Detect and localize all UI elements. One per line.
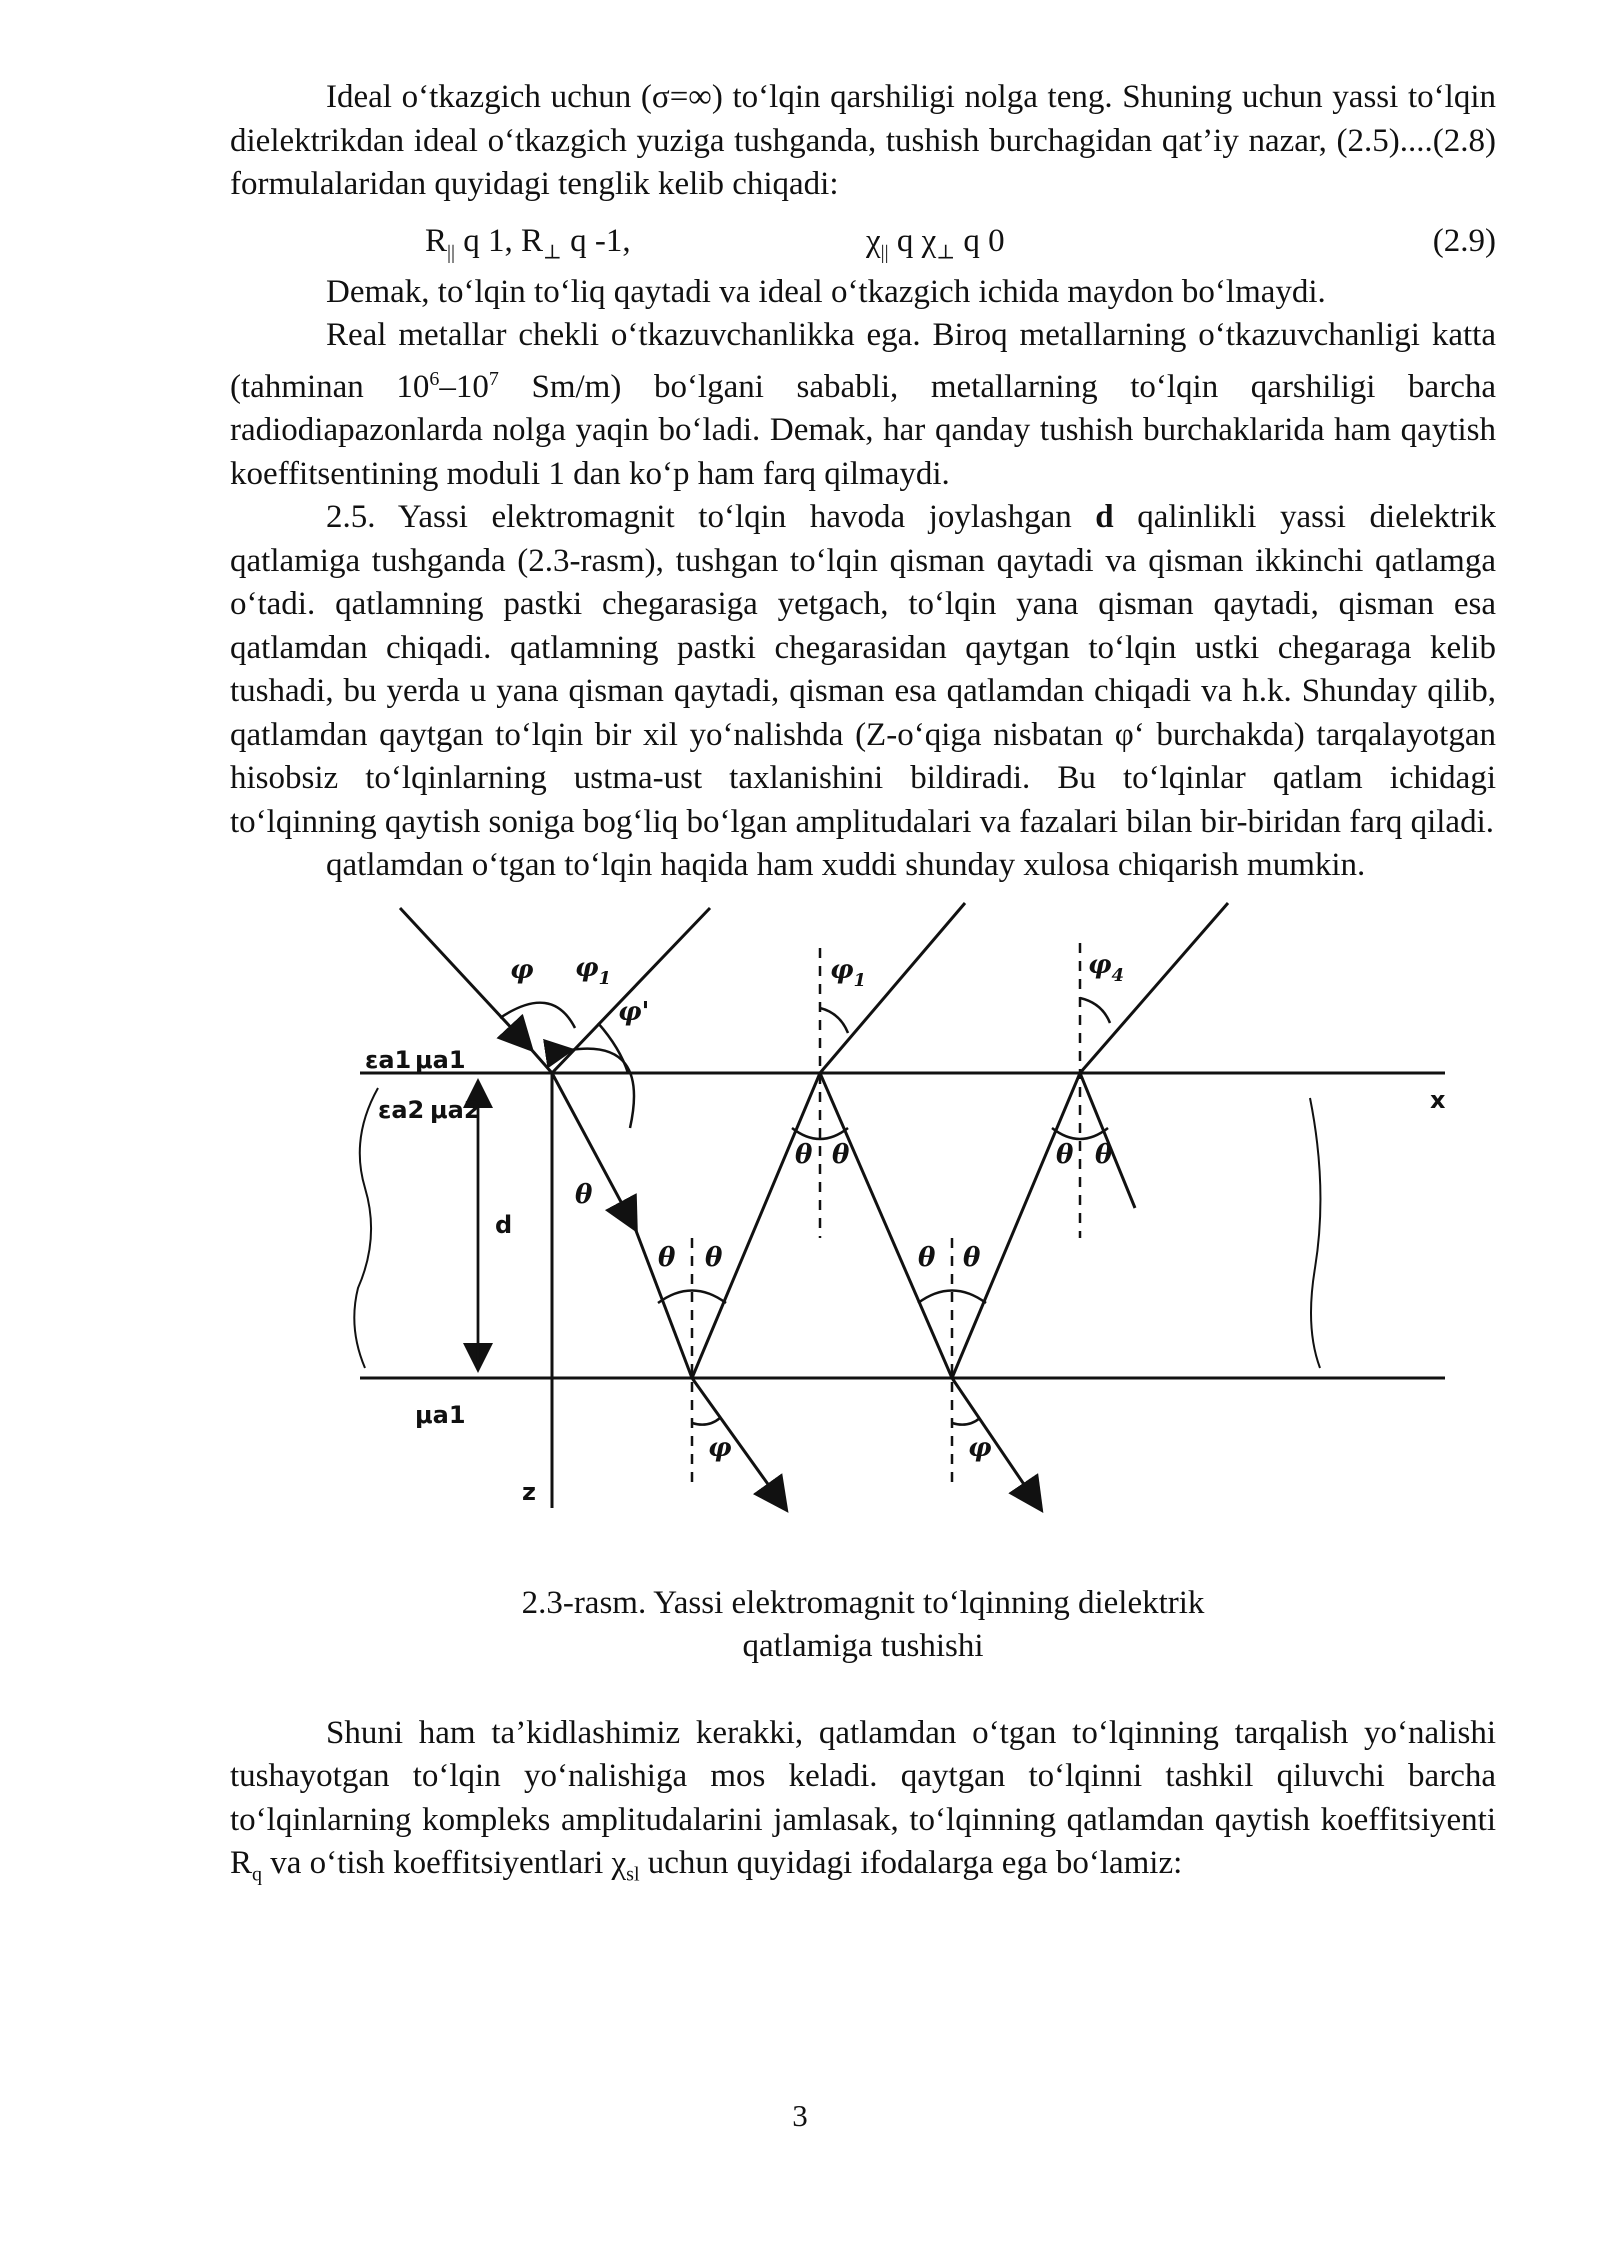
- paragraph-transmitted-wave: qatlamdan o‘tgan to‘lqin haqida ham xuddi shunday xulosa chiqarish mumkin.: [326, 847, 1366, 883]
- label-theta-7: θ: [963, 1242, 981, 1273]
- paragraph-section-2-5: 2.5. Yassi elektromagnit to‘lqin havoda joylashgan d qalinlikli yassi dielektrik qatlamiga tushganda (2.3-rasm), tushgan to‘lqin qisman qaytadi va qisman ikkinchi qatlamga o‘tadi. qatlamning pastki chegarasiga yetgach, to‘lqin yana qisman qaytadi, qisman esa qatlamdan chiqadi. qatlamning pastki chegarasidan qaytgan to‘lqin ustki chegaraga kelib tushadi, bu yerda u yana qisman qaytadi, qisman esa qatlamdan chiqadi va h.k. Shunday qilib, qatlamdan qaytgan to‘lqin bir xil yo‘nalishda (Z-o‘qiga nisbatan φ‘ burchakda) tarqalayotgan hisobsiz to‘lqinlarning ustma-ust taxlanishini bildiradi. Bu to‘lqinlar qatlam ichidagi to‘lqinning qaytish soniga bog‘liq bo‘lgan amplitudalari va fazalari bilan bir-biridan farq qiladi.: [230, 499, 1496, 840]
- paragraph-ideal-conductor: Ideal o‘tkazgich uchun (σ=∞) to‘lqin qarshiligi nolga teng. Shuning uchun yassi to‘lqin dielektrikdan ideal o‘tkazgich yuziga tushganda, tushish burchagidan qat’iy nazar, (2.5)....(2.8) formulalaridan quyidagi tenglik kelib chiqadi:: [230, 79, 1496, 202]
- label-phi1: $\varphi_1$: [575, 952, 612, 989]
- caption-line-2: qatlamiga tushishi: [742, 1627, 984, 1664]
- label-z-axis: z: [522, 1477, 536, 1506]
- label-mu-a1-top: μa1: [415, 1045, 466, 1074]
- label-theta-4: θ: [795, 1139, 813, 1170]
- equation-2-9: [230, 215, 1496, 271]
- equation-number: (2.9): [1432, 222, 1496, 259]
- label-theta-9: θ: [1095, 1139, 1113, 1170]
- label-d: d: [495, 1210, 513, 1239]
- label-theta-3: θ: [705, 1242, 723, 1273]
- label-theta-8: θ: [1056, 1139, 1074, 1170]
- label-theta-1: θ: [575, 1179, 593, 1210]
- equation-reflection-coefficients: $R_{||}$ q 1, $R_\perp$ q -1,: [425, 222, 631, 264]
- figure-2-3-dielectric-layer: [230, 888, 1496, 1578]
- page-content: [230, 76, 1496, 1897]
- label-theta-5: θ: [832, 1139, 850, 1170]
- label-eps-a1: εa1: [365, 1045, 412, 1074]
- figure-caption: [230, 1582, 1496, 1668]
- label-theta-6: θ: [918, 1242, 936, 1273]
- label-mu-a2: μa2: [430, 1095, 481, 1124]
- label-phi: φ: [510, 954, 534, 985]
- label-phi-out-2: φ: [968, 1432, 992, 1463]
- caption-line-1: 2.3-rasm. Yassi elektromagnit to‘lqinning dielektrik: [521, 1584, 1205, 1621]
- label-eps-a2: εa2: [378, 1095, 425, 1124]
- paragraph-full-reflection: Demak, to‘lqin to‘liq qaytadi va ideal o‘tkazgich ichida maydon bo‘lmaydi.: [326, 273, 1326, 310]
- layer-diagram: [230, 888, 1496, 1578]
- page-number: 3: [792, 2098, 808, 2133]
- label-phi1-second: $\varphi_1$: [830, 954, 867, 991]
- label-mu-a1-bottom: μa1: [415, 1400, 466, 1429]
- label-theta-2: θ: [658, 1242, 676, 1273]
- label-phi4: $\varphi_4$: [1088, 949, 1125, 986]
- paragraph-real-metals: Real metallar chekli o‘tkazuvchanlikka ega. Biroq metallarning o‘tkazuvchanligi katta (tahminan $10^6-10^7$ Sm/m) bo‘lgani sababli, metallarning to‘lqin qarshiligi barcha radiodiapazonlarda nolga yaqin bo‘ladi. Demak, har qanday tushish burchaklarida ham qaytish koeffitsentining moduli 1 dan ko‘p ham farq qilmaydi.: [230, 317, 1496, 492]
- paragraph-coefficients-summary: Shuni ham ta’kidlashimiz kerakki, qatlamdan o‘tgan to‘lqinning tarqalish yo‘nalishi tushayotgan to‘lqin yo‘nalishiga mos keladi. qaytgan to‘lqinni tashkil qiluvchi barcha to‘lqinlarning kompleks amplitudalarini jamlasak, to‘lqinning qatlamdan qaytish koeffitsiyenti $R_q$ va o‘tish koeffitsiyentlari $\chi_{sl}$ uchun quyidagi ifodalarga ega bo‘lamiz:: [230, 1714, 1496, 1886]
- label-phi-out-1: φ: [708, 1432, 732, 1463]
- equation-transmission-coefficients: $\chi_{||}$ q $\chi_\perp$ q 0: [866, 222, 1005, 264]
- label-phi-prime: φ': [618, 996, 650, 1027]
- label-x-axis: x: [1430, 1085, 1446, 1114]
